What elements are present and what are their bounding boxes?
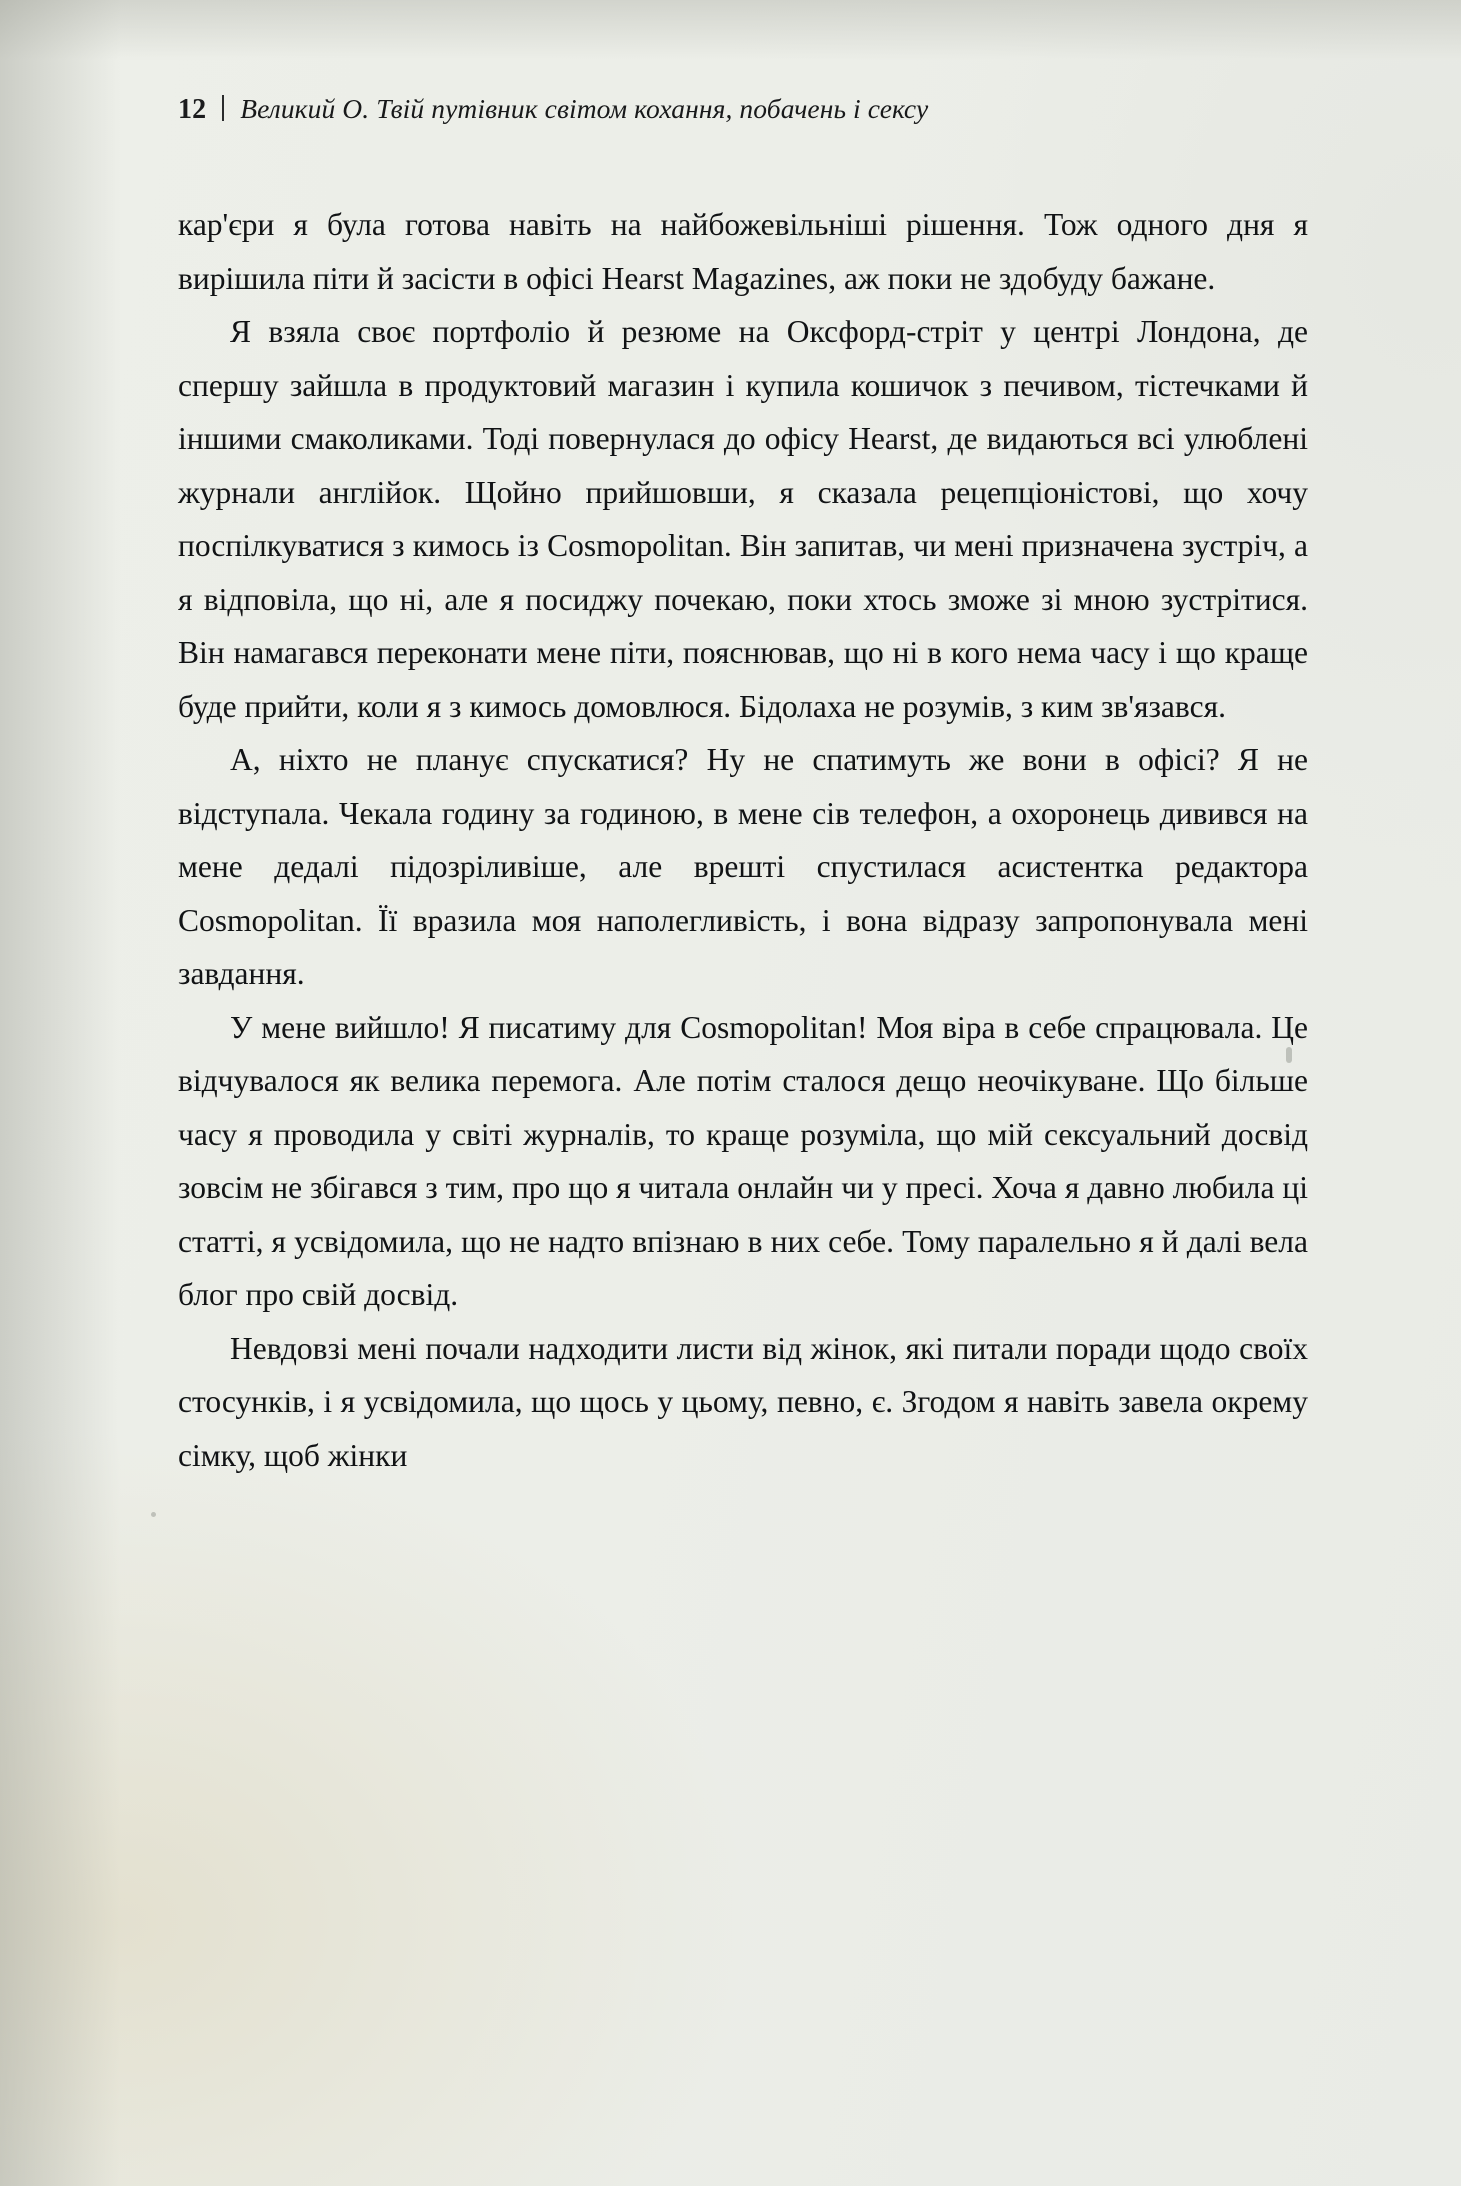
page-content bbox=[178, 92, 1308, 1482]
body-text bbox=[178, 198, 1308, 1482]
paragraph: У мене вийшло! Я писатиму для Cosmopolitan! Моя віра в себе спрацювала. Це відчувалося як велика перемога. Але потім сталося дещо неочікуване. Що більше часу я проводила у світі журналів, то краще розуміла, що мій сексуальний досвід зовсім не збігався з тим, про що я читала онлайн чи у пресі. Хоча я давно любила ці статті, я усвідомила, що не надто впізнаю в них себе. Тому паралельно я й далі вела блог про свій досвід. bbox=[178, 1009, 1308, 1312]
paragraph: кар'єри я була готова навіть на найбожевільніші рішення. Тож одного дня я вирішила піти й засісти в офісі Hearst Magazines, аж поки не здобуду бажане. bbox=[178, 207, 1308, 296]
running-head bbox=[178, 92, 1308, 126]
page-speck bbox=[151, 1512, 156, 1517]
paragraph: Я взяла своє портфоліо й резюме на Оксфорд-стріт у центрі Лондона, де спершу зайшла в продуктовий магазин і купила кошичок з печивом, тістечками й іншими смаколиками. Тоді повернулася до офісу Hearst, де видаються всі улюблені журнали англійок. Щойно прийшовши, я сказала рецепціоністові, що хочу поспілкуватися з кимось із Cosmopolitan. Він запитав, чи мені призначена зустріч, а я відповіла, що ні, але я посиджу почекаю, поки хтось зможе зі мною зустрітися. Він намагався переконати мене піти, пояснював, що ні в кого нема часу і що краще буде прийти, коли я з кимось домовлюся. Бідолаха не розумів, з ким зв'язався. bbox=[178, 314, 1308, 724]
running-head-title: Великий О. Твій путівник світом кохання, побачень і сексу bbox=[240, 93, 929, 124]
paragraph: Невдовзі мені почали надходити листи від жінок, які питали поради щодо своїх стосунків, і я усвідомила, що щось у цьому, певно, є. Згодом я навіть завела окрему сімку, щоб жінки bbox=[178, 1330, 1308, 1473]
page-number: 12 bbox=[178, 94, 207, 125]
running-head-divider bbox=[222, 95, 224, 121]
paragraph: А, ніхто не планує спускатися? Ну не спатимуть же вони в офісі? Я не відступала. Чекала годину за годиною, в мене сів телефон, а охоронець дивився на мене дедалі підозріливіше, але врешті спустилася асистентка редактора Cosmopolitan. Її вразила моя наполегливість, і вона відразу запропонувала мені завдання. bbox=[178, 742, 1308, 991]
